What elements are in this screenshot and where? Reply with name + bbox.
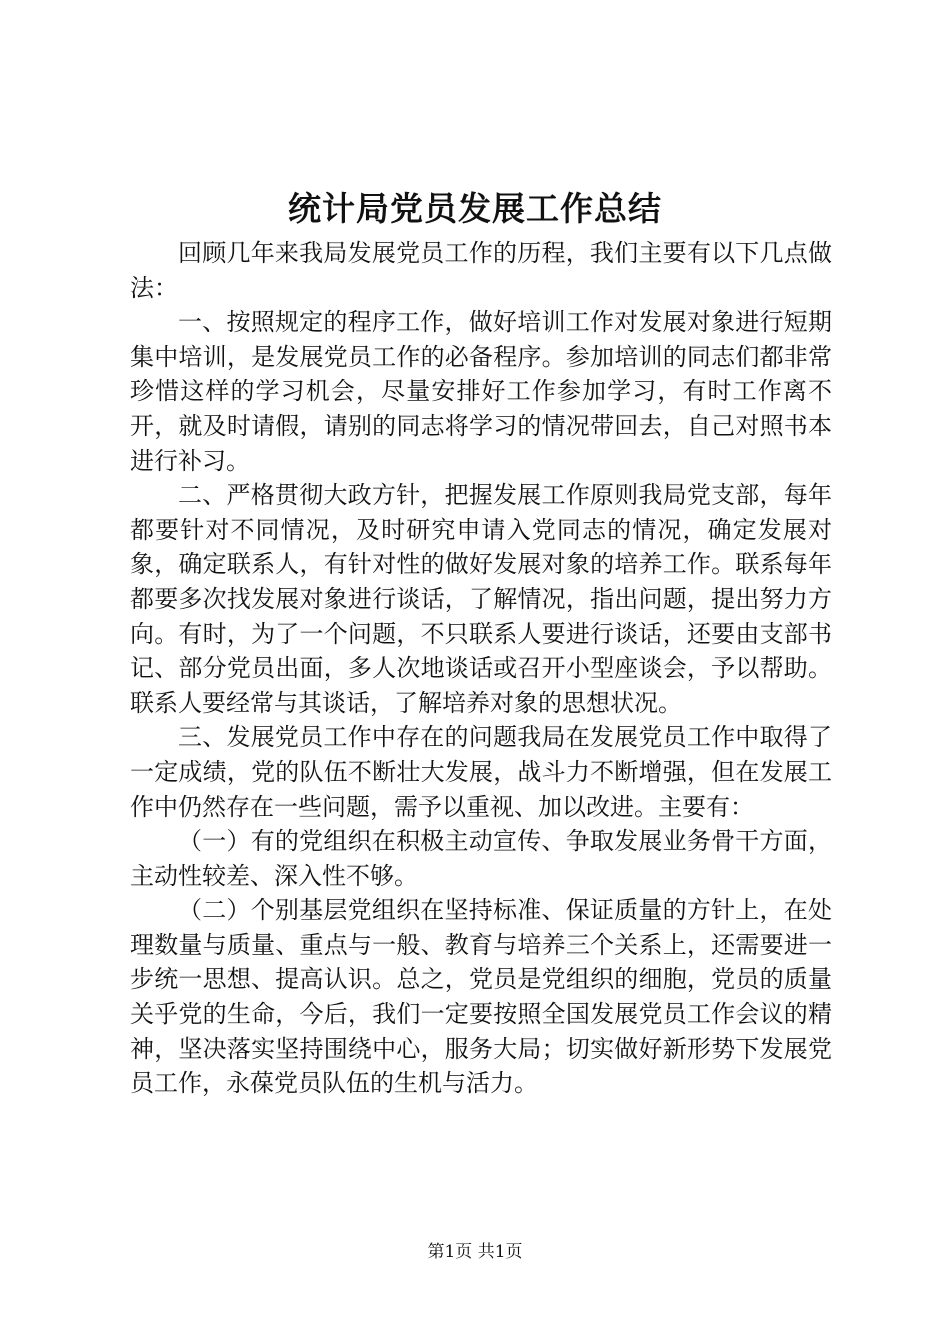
page-footer: 第1页 共1页 (427, 1242, 523, 1262)
paragraph-issue-2: （二）个别基层党组织在坚持标准、保证质量的方针上，在处理数量与质量、重点与一般、教育与培养三个关系上，还需要进一步统一思想、提高认识。总之，党员是党组织的细胞，党员的质量关乎党的生命，今后，我们一定要按照全国发展党员工作会议的精神，坚决落实坚持围绕中心，服务大局；切实做好新形势下发展党员工作，永葆党员队伍的生机与活力。 (130, 896, 832, 1098)
document-title: 统计局党员发展工作总结 (288, 189, 662, 228)
paragraph-section-2: 二、严格贯彻大政方针，把握发展工作原则我局党支部，每年都要针对不同情况，及时研究申请入党同志的情况，确定发展对象，确定联系人，有针对性的做好发展对象的培养工作。联系每年都要多次找发展对象进行谈话，了解情况，指出问题，提出努力方向。有时，为了一个问题，不只联系人要进行谈话，还要由支部书记、部分党员出面，多人次地谈话或召开小型座谈会，予以帮助。联系人要经常与其谈话，了解培养对象的思想状况。 (130, 481, 832, 717)
paragraph-issue-1: （一）有的党组织在积极主动宣传、争取发展业务骨干方面，主动性较差、深入性不够。 (130, 827, 832, 890)
paragraph-intro: 回顾几年来我局发展党员工作的历程，我们主要有以下几点做法： (130, 239, 832, 302)
paragraph-section-1: 一、按照规定的程序工作，做好培训工作对发展对象进行短期集中培训，是发展党员工作的必备程序。参加培训的同志们都非常珍惜这样的学习机会，尽量安排好工作参加学习，有时工作离不开，就及时请假，请别的同志将学习的情况带回去，自己对照书本进行补习。 (130, 308, 832, 475)
document-body (130, 236, 832, 1101)
paragraph-section-3: 三、发展党员工作中存在的问题我局在发展党员工作中取得了一定成绩，党的队伍不断壮大发展，战斗力不断增强，但在发展工作中仍然存在一些问题，需予以重视、加以改进。主要有： (130, 723, 832, 821)
